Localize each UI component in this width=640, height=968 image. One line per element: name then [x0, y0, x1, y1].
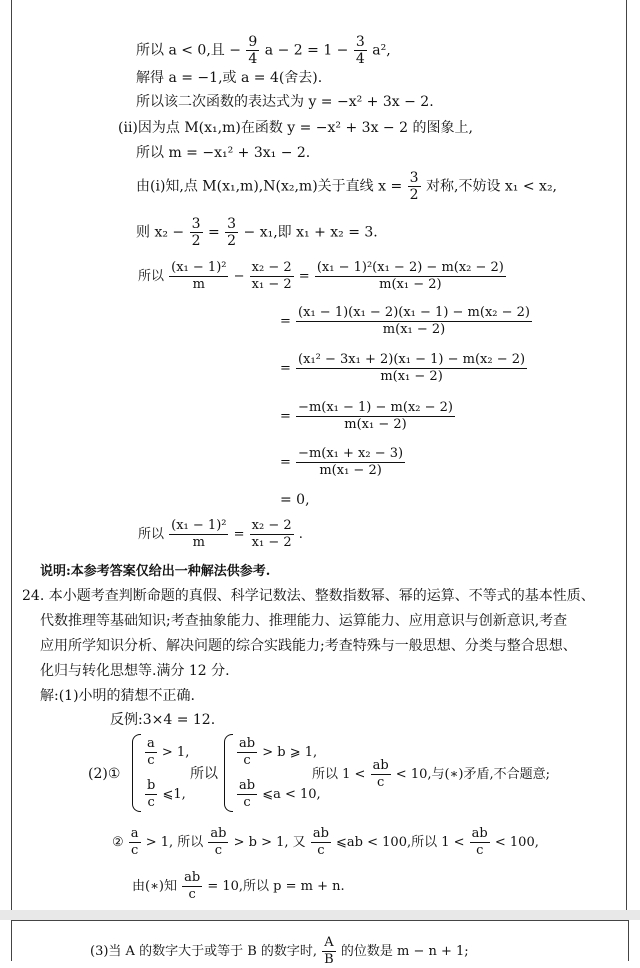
numerator: −m(x₁ + x₂ − 3)	[298, 446, 404, 461]
denominator: 4	[248, 51, 258, 67]
numerator: −m(x₁ − 1) − m(x₂ − 2)	[298, 400, 453, 415]
denominator: 2	[191, 233, 201, 249]
text: ②	[112, 835, 124, 850]
numerator: a	[130, 826, 139, 841]
denominator: 2	[409, 187, 419, 203]
equation-result: = 0,	[280, 492, 310, 508]
numerator: 3	[355, 34, 365, 50]
text: a²,	[372, 42, 391, 59]
denominator: c	[376, 775, 385, 790]
case-1-derived	[236, 736, 317, 769]
text: (3)当 A 的数字大于或等于 B 的数字时,	[90, 944, 318, 959]
text: =	[207, 224, 220, 241]
page-left-border	[11, 0, 12, 910]
numerator: (x₁ − 1)²	[171, 518, 227, 533]
numerator: a	[147, 736, 155, 751]
numerator: ab	[239, 778, 256, 793]
numerator: 3	[409, 170, 419, 186]
case-2-conclusion	[132, 870, 345, 903]
text: 所以 a < 0,且 −	[136, 42, 241, 59]
denominator: c	[243, 795, 251, 810]
note-line: 说明:本参考答案仅给出一种解法供参考.	[40, 564, 271, 579]
denominator: c	[188, 887, 196, 902]
denominator: 4	[355, 51, 365, 67]
numerator: (x₁ − 1)²(x₁ − 2) − m(x₂ − 2)	[316, 260, 504, 275]
denominator: m(x₁ − 2)	[344, 417, 407, 432]
numerator: 3	[227, 216, 237, 232]
fraction	[145, 736, 157, 769]
symmetry-line	[136, 170, 557, 203]
text: < 100,	[494, 835, 539, 850]
condition-line	[136, 34, 391, 67]
equation-step-3: = $\frac{\text{(x₁² − 3x₁ + 2)(x₁ − 1) − m(x₂ − 2)}}{\text{m(x₁ − 2)}}$	[280, 352, 526, 384]
page-separator	[0, 910, 640, 920]
text: =	[233, 527, 245, 542]
case-1-label: (2)①	[88, 766, 121, 782]
fraction	[169, 518, 228, 551]
text: ⩽a < 10,	[262, 787, 321, 802]
text: 所以 1 <	[312, 767, 366, 782]
denominator: m	[192, 277, 205, 292]
numerator: (x₁ − 1)²	[171, 260, 227, 275]
numerator: ab	[210, 826, 227, 841]
fraction	[296, 305, 532, 338]
text: < 10,与(∗)矛盾,不合题意;	[395, 767, 550, 782]
fraction	[208, 826, 228, 859]
text: = 10,所以 p = m + n.	[207, 879, 345, 894]
fraction	[470, 826, 490, 859]
numerator: 9	[248, 34, 258, 50]
denominator: 2	[227, 233, 237, 249]
text: =	[298, 269, 310, 284]
fraction	[311, 826, 331, 859]
denominator: m(x₁ − 2)	[379, 277, 442, 292]
equation-step-2: = $\frac{\text{(x₁ − 1)(x₁ − 2)(x₁ − 1) − m(x₂ − 2)}}{\text{m(x₁ − 2)}}$	[280, 305, 530, 337]
denominator: m	[192, 535, 205, 550]
fraction	[354, 34, 367, 67]
denominator: c	[243, 753, 251, 768]
case-1-derived	[236, 778, 321, 811]
q24-paragraph-line: 24. 本小题考查判断命题的真假、科学记数法、整数指数幂、幂的运算、不等式的基本性质、	[22, 588, 595, 604]
denominator: x₁ − 2	[251, 535, 292, 550]
numerator: ab	[312, 826, 329, 841]
text: ⩽ab < 100,所以 1 <	[336, 835, 465, 850]
fraction	[225, 216, 238, 249]
solution-part-1: 解:(1)小明的猜想不正确.	[40, 688, 195, 704]
text: a − 2 = 1 −	[264, 42, 349, 59]
fraction	[145, 778, 157, 811]
denominator: c	[317, 843, 325, 858]
denominator: c	[131, 843, 139, 858]
denominator: c	[147, 795, 155, 810]
conclusion-line	[138, 518, 303, 551]
denominator: m(x₁ − 2)	[382, 322, 446, 337]
fraction	[182, 870, 202, 903]
text: .	[298, 527, 303, 542]
text: > b > 1, 又	[233, 835, 306, 850]
fraction	[315, 260, 506, 293]
text: 所以	[138, 269, 165, 284]
equation-step-4: = $\frac{\text{−m(x₁ − 1) − m(x₂ − 2)}}{\text{m(x₁ − 2)}}$	[280, 400, 453, 432]
text: −	[233, 269, 245, 284]
text: 对称,不妨设 x₁ < x₂,	[426, 178, 558, 195]
denominator: m(x₁ − 2)	[319, 463, 382, 478]
numerator: (x₁ − 1)(x₁ − 2)(x₁ − 1) − m(x₂ − 2)	[298, 305, 530, 320]
numerator: 3	[191, 216, 201, 232]
denominator: m(x₁ − 2)	[380, 369, 443, 384]
equation-step-5: = $\frac{\text{−m(x₁ + x₂ − 3)}}{\text{m(x₁ − 2)}}$	[280, 446, 404, 478]
numerator: A	[322, 935, 336, 952]
sum-line	[136, 216, 378, 249]
part-ii-line: (ii)因为点 M(x₁,m)在函数 y = −x² + 3x − 2 的图象上,	[118, 120, 473, 136]
denominator: B	[324, 952, 334, 967]
equation-step-1	[138, 260, 507, 293]
text: 由(i)知,点 M(x₁,m),N(x₂,m)关于直线 x =	[136, 178, 403, 195]
case-1-result	[312, 758, 550, 791]
fraction	[237, 736, 257, 769]
text: − x₁,即 x₁ + x₂ = 3.	[243, 224, 378, 241]
fraction	[408, 170, 421, 203]
numerator: ab	[471, 826, 488, 841]
expression-line: 所以该二次函数的表达式为 y = −x² + 3x − 2.	[136, 94, 434, 110]
fraction	[296, 352, 527, 385]
fraction	[190, 216, 203, 249]
m-line: 所以 m = −x₁² + 3x₁ − 2.	[136, 145, 311, 161]
text: 由(∗)知	[132, 879, 177, 894]
numerator: x₂ − 2	[251, 260, 292, 275]
fraction	[371, 758, 391, 791]
fraction	[169, 260, 228, 293]
fraction	[129, 826, 141, 859]
q24-paragraph-line: 化归与转化思想等.满分 12 分.	[40, 663, 230, 679]
fraction	[322, 935, 336, 968]
denominator: x₁ − 2	[251, 277, 292, 292]
fraction	[296, 446, 405, 479]
q24-paragraph-line: 应用所学知识分析、解决问题的综合实践能力;考查特殊与一般思想、分类与整合思想、	[40, 638, 577, 654]
left-brace	[132, 734, 141, 812]
left-brace	[224, 734, 233, 812]
text: > b ⩾ 1,	[262, 745, 318, 760]
fraction	[250, 260, 294, 293]
page-right-border	[626, 0, 627, 910]
text: 则 x₂ −	[136, 224, 185, 241]
text: 的位数是 m − n + 1;	[340, 944, 469, 959]
q24-paragraph-line: 代数推理等基础知识;考查抽象能力、推理能力、运算能力、应用意识与创新意识,考查	[40, 613, 568, 629]
case-1-condition	[144, 778, 186, 811]
part-3-line	[90, 935, 469, 968]
text: ⩽1,	[162, 787, 186, 802]
numerator: (x₁² − 3x₁ + 2)(x₁ − 1) − m(x₂ − 2)	[298, 352, 526, 367]
fraction	[237, 778, 257, 811]
counterexample: 反例:3×4 = 12.	[110, 712, 216, 728]
text: 所以	[138, 527, 165, 542]
so-text: 所以	[190, 766, 218, 782]
next-page	[11, 920, 629, 967]
case-2-line	[112, 826, 539, 859]
text: > 1,	[161, 745, 190, 760]
fraction	[296, 400, 455, 433]
solution-line: 解得 a = −1,或 a = 4(舍去).	[136, 70, 323, 86]
numerator: ab	[184, 870, 201, 885]
text: > 1, 所以	[145, 835, 204, 850]
denominator: c	[214, 843, 223, 858]
numerator: x₂ − 2	[251, 518, 292, 533]
fraction	[250, 518, 294, 551]
denominator: c	[147, 753, 155, 768]
case-1-condition	[144, 736, 189, 769]
numerator: b	[147, 778, 156, 793]
numerator: ab	[239, 736, 256, 751]
denominator: c	[476, 843, 484, 858]
numerator: ab	[372, 758, 389, 773]
fraction	[246, 34, 259, 67]
